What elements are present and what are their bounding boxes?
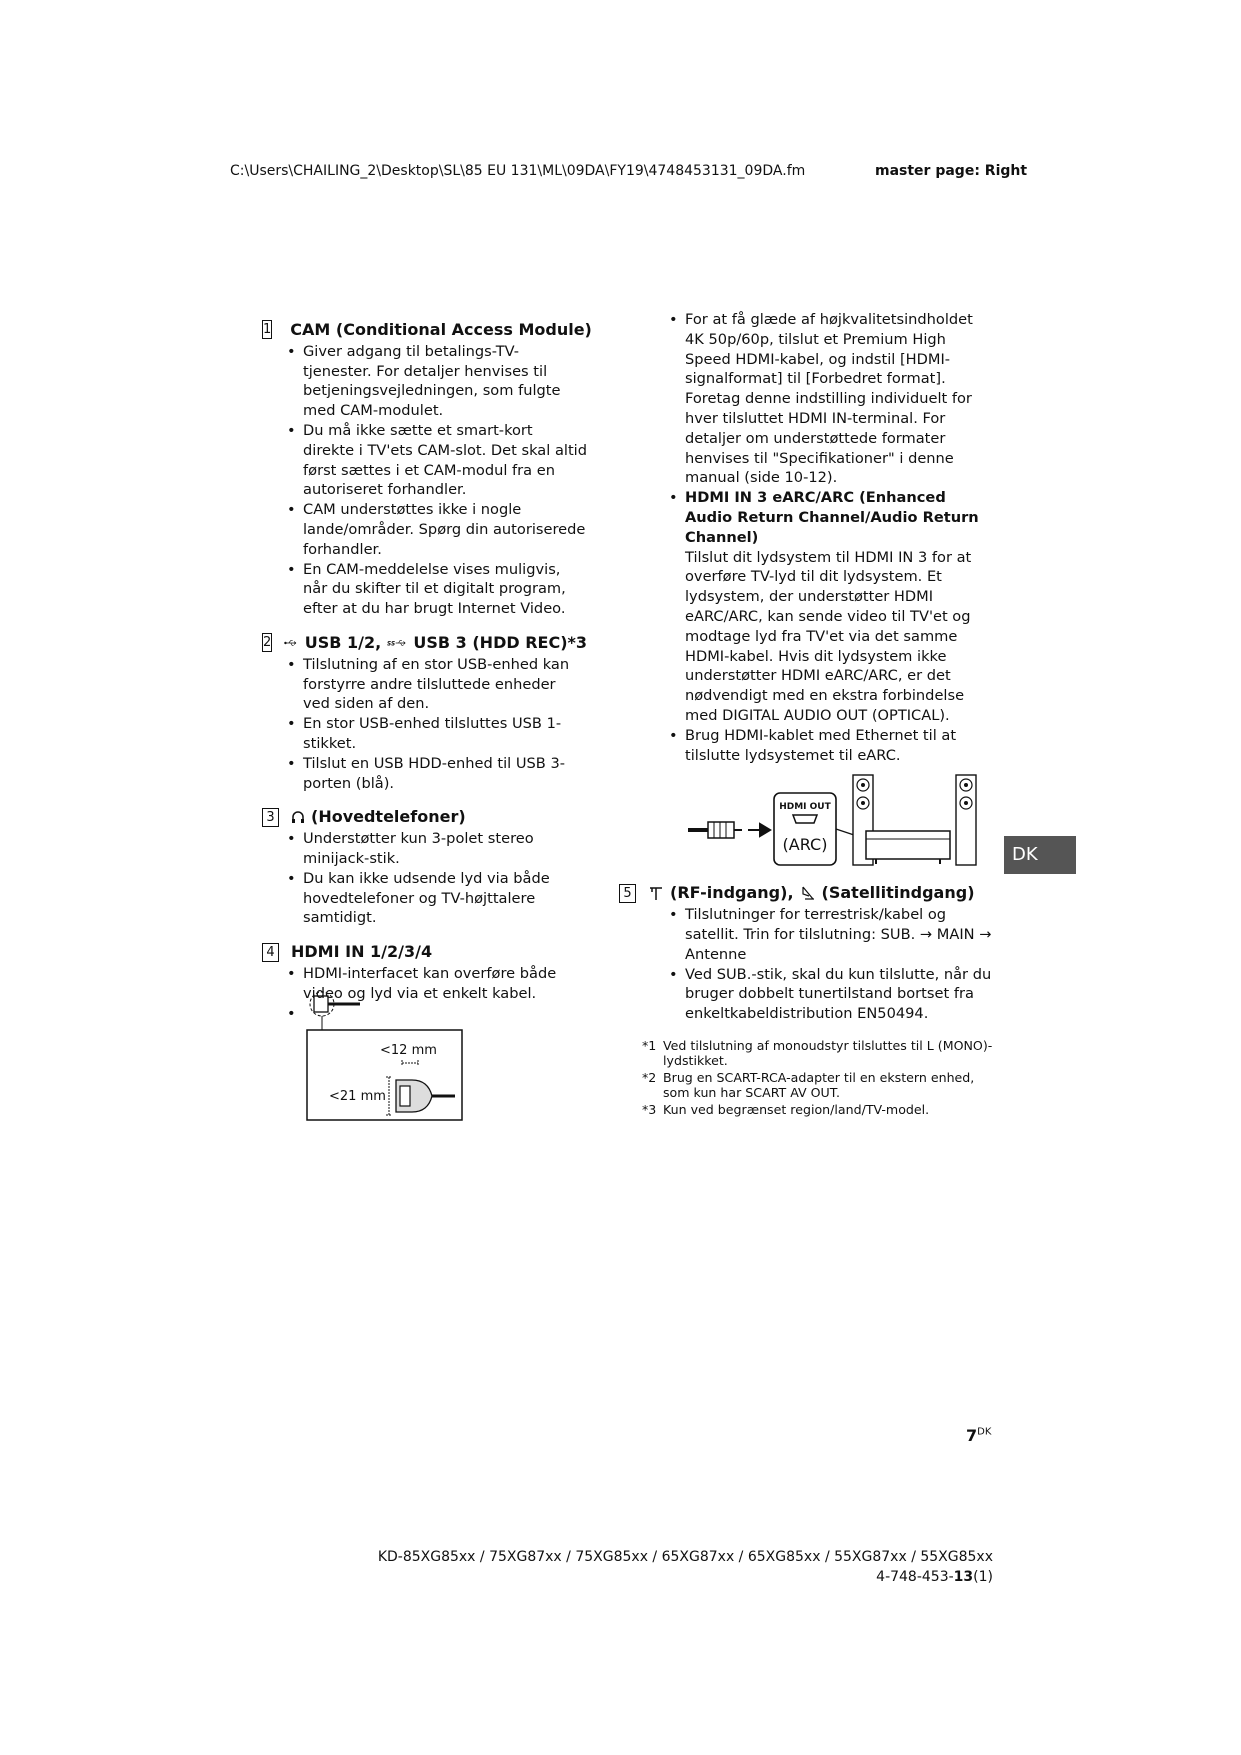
svg-text:SS: SS	[387, 641, 396, 648]
section-title-text: HDMI IN 1/2/3/4	[291, 942, 433, 962]
list-item: • Understøtter kun 3-polet stereo minijack-stik.	[287, 829, 587, 869]
section-number: 2	[263, 635, 272, 651]
section-number: 3	[262, 808, 279, 827]
cam-bullet-list	[262, 342, 587, 619]
section-rf	[623, 883, 994, 1024]
doc-suffix: (1)	[973, 1569, 993, 1585]
list-item: • En CAM-meddelelse vises muligvis, når du skifter til et digitalt program, efter at du har brugt Internet Video.	[287, 560, 587, 619]
list-item: • Ved SUB.-stik, skal du kun tilslutte, når du bruger dobbelt tunertilstand bortset fra enkeltkabeldistribution EN50494.	[669, 965, 994, 1024]
hdmi-plug-dimensions-figure	[300, 986, 480, 1126]
section-usb	[262, 633, 587, 793]
header-file-path: C:\Users\CHAILING_2\Desktop\SL\85 EU 131\ML\09DA\FY19\4748453131_09DA.fm	[230, 163, 806, 179]
list-item: • Tilslutninger for terrestrisk/kabel og satellit. Trin for tilslutning: SUB. → MAIN → Antenne	[669, 905, 994, 964]
section-headphones-title	[262, 807, 587, 827]
section-title-text: CAM (Conditional Access Module)	[290, 320, 592, 339]
list-item: • For at få glæde af højkvalitetsindholdet 4K 50p/60p, tilslut et Premium High Speed HDMI-kabel, og indstil [HDMI-signalformat] til [Forbedret format]. Foretag denne indstilling individuelt for hver tilsluttet HDMI IN-terminal. For detaljer om understøttede formater henvises til "Specifikationer" i denne manual (side 10-12).	[669, 310, 994, 488]
list-item: • Tilslut en USB HDD-enhed til USB 3-porten (blå).	[287, 754, 587, 794]
section-usb-title	[262, 633, 587, 653]
section-title-text-b: (Satellitindgang)	[821, 883, 975, 903]
dimension-height-label: <21 mm	[329, 1088, 386, 1104]
section-hdmi	[262, 942, 587, 1125]
section-title-text-a: (RF-indgang),	[670, 883, 794, 903]
section-rf-title	[619, 883, 994, 903]
right-column	[623, 310, 994, 1119]
list-item: • Du må ikke sætte et smart-kort direkte i TV'ets CAM-slot. Det skal altid først sættes i et CAM-modul fra en autoriseret forhandler.	[287, 421, 587, 500]
section-title-text-a: USB 1/2,	[304, 632, 382, 652]
doc-bold: 13	[953, 1569, 974, 1585]
section-headphones	[262, 807, 587, 928]
list-item: • HDMI-interfacet kan overføre både video og lyd via et enkelt kabel.	[287, 964, 587, 1004]
section-title-text-b: USB 3 (HDD REC)*3	[413, 632, 587, 652]
headphones-bullet-list	[262, 829, 587, 928]
footer-models: KD-85XG85xx / 75XG87xx / 75XG85xx / 65XG87xx / 65XG85xx / 55XG87xx / 55XG85xx	[377, 1549, 993, 1565]
rf-bullet-list	[644, 905, 994, 1024]
header-master-page: master page: Right	[875, 163, 1028, 179]
section-cam	[262, 320, 592, 619]
footnote-mark: *3	[642, 1101, 657, 1117]
earc-title: HDMI IN 3 eARC/ARC (Enhanced Audio Return Channel/Audio Return Channel)	[685, 489, 979, 546]
earc-connection-figure	[688, 773, 978, 873]
headphones-icon	[291, 810, 305, 824]
satellite-icon	[800, 885, 816, 901]
list-item: • Tilslutning af en stor USB-enhed kan forstyrre andre tilsluttede enheder ved siden af den.	[287, 655, 587, 714]
section-number: 1	[263, 322, 272, 338]
usb-superspeed-icon	[387, 636, 407, 650]
earc-body: Tilslut dit lydsystem til HDMI IN 3 for at overføre TV-lyd til dit lydsystem. Et lydsystem, der understøtter HDMI eARC/ARC, kan sende video til TV'et og modtage lyd fra TV'et via det samme HDMI-kabel. Hvis dit lydsystem ikke understøtter HDMI eARC/ARC, er det nødvendigt med en ekstra forbindelse med DIGITAL AUDIO OUT (OPTICAL).	[685, 548, 972, 724]
left-column	[262, 320, 592, 1140]
list-item: • Du kan ikke udsende lyd via både hovedtelefoner og TV-højttalere samtidigt.	[287, 869, 587, 928]
footnote-mark: *1	[642, 1037, 657, 1053]
page-number	[966, 1426, 991, 1445]
footnotes	[642, 1038, 994, 1117]
footnote	[642, 1102, 994, 1117]
hdmi-continued-list	[644, 310, 994, 765]
antenna-icon	[648, 886, 664, 900]
list-item-earc	[669, 488, 994, 726]
dimension-width-label: <12 mm	[380, 1042, 437, 1058]
footnote-text: Kun ved begrænset region/land/TV-model.	[663, 1101, 930, 1117]
list-item: • Giver adgang til betalings-TV-tjenester. For detaljer henvises til betjeningsvejledningen, som fulgte med CAM-modulet.	[287, 342, 587, 421]
language-tab: DK	[1004, 836, 1076, 874]
page-number-value: 7	[966, 1426, 978, 1445]
section-title-text: (Hovedtelefoner)	[311, 807, 466, 827]
hdmi-bullet-list	[262, 964, 587, 1004]
section-cam-title	[262, 320, 592, 340]
list-item: • Brug HDMI-kablet med Ethernet til at tilslutte lydsystemet til eARC.	[669, 726, 994, 766]
list-item: • CAM understøttes ikke i nogle lande/områder. Spørg din autoriserede forhandler.	[287, 500, 587, 559]
footnote-mark: *2	[642, 1069, 657, 1085]
footnote	[642, 1070, 994, 1100]
footnote-text: Brug en SCART-RCA-adapter til en ekstern enhed, som kun har SCART AV OUT.	[663, 1069, 975, 1100]
usb-icon	[284, 636, 298, 650]
usb-bullet-list	[262, 655, 587, 794]
arc-label: (ARC)	[782, 835, 828, 855]
footnote	[642, 1038, 994, 1068]
section-hdmi-title	[262, 942, 587, 962]
footnote-text: Ved tilslutning af monoudstyr tilsluttes til L (MONO)-lydstikket.	[663, 1037, 993, 1068]
doc-prefix: 4-748-453-	[876, 1569, 954, 1585]
page-number-suffix: DK	[977, 1426, 992, 1438]
hdmi-out-label: HDMI OUT	[779, 802, 831, 813]
list-item: • En stor USB-enhed tilsluttes USB 1-stikket.	[287, 714, 587, 754]
footer-doc-number	[876, 1569, 993, 1585]
section-number: 4	[262, 943, 279, 962]
section-number: 5	[619, 884, 636, 903]
